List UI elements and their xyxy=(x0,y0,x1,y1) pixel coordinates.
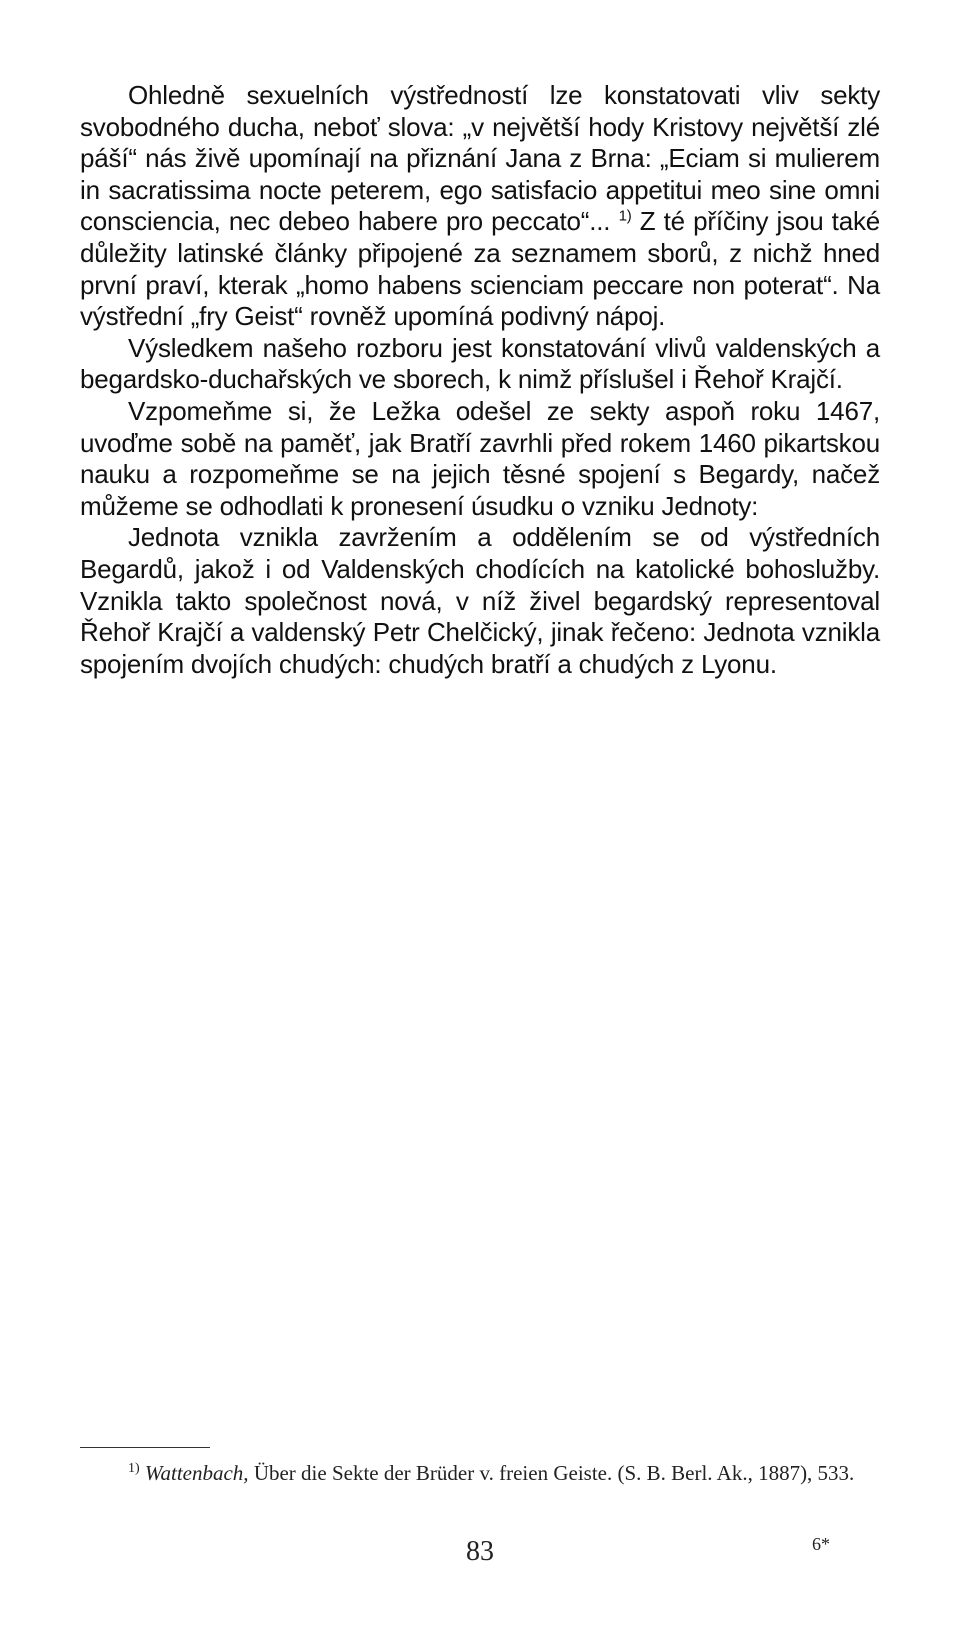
paragraph-1 xyxy=(80,80,880,333)
footnote-reference: 1) xyxy=(618,207,632,225)
paragraph-2: Výsledkem našeho rozboru jest konstatování vlivů valdenských a begardsko-duchařských ve sborech, k nimž příslušel i Řehoř Krajčí. xyxy=(80,332,880,395)
footnote-mark: 1) xyxy=(128,1461,140,1476)
page-number: 83 xyxy=(466,1536,494,1567)
paragraph-1-continuation: Z té příčiny jsou také důležity latinské články připojené za seznamem sborů, z nichž hned první praví, kterak „homo habens scienciam peccare non poterat“. Na výstřední „fry Geist“ rovněž upomíná podivný nápoj. xyxy=(80,206,881,332)
main-text xyxy=(80,80,880,680)
paragraph-3: Vzpomeňme si, že Ležka odešel ze sekty aspoň roku 1467, uvoďme sobě na paměť, jak Bratří zavrhli před rokem 1460 pikartskou nauku a rozpomeňme se na jejich těsné spojení s Begardy, načež můžeme se odhodlati k pronesení úsudku o vzniku Jednoty: xyxy=(80,395,880,521)
footnote xyxy=(80,1455,880,1487)
footnote-author: Wattenbach, xyxy=(144,1461,249,1485)
footnote-text: Über die Sekte der Brüder v. freien Geiste. (S. B. Berl. Ak., 1887), 533. xyxy=(253,1461,855,1485)
signature-mark: 6* xyxy=(812,1534,830,1554)
paragraph-1-text: Ohledně sexuelních výstředností lze konstatovati vliv sekty svobodného ducha, neboť slova: „v největší hody Kristovy největší zlé páší“ nás živě upomínají na přiznání Jana z Brna: „Eciam si mulierem in sacratissima nocte peterem, ego satisfacio appetitui meo sine omni consciencia, nec debeo habere pro peccato“... xyxy=(80,80,880,237)
paragraph-4: Jednota vznikla zavržením a oddělením se od výstředních Begardů, jakož i od Valdenských chodících na katolické bohoslužby. Vznikla takto společnost nová, v níž živel begardský representoval Řehoř Krajčí a valdenský Petr Chelčický, jinak řečeno: Jednota vznikla spojením dvojích chudých: chudých bratří a chudých z Lyonu. xyxy=(80,522,880,679)
footnote-divider xyxy=(80,1447,210,1448)
